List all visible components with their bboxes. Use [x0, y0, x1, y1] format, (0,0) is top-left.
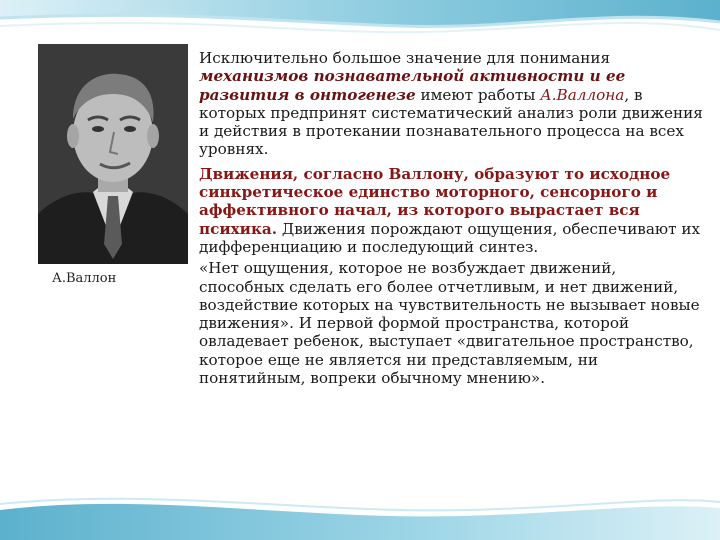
p1-author-name: А.Валлона [540, 85, 625, 104]
p3-text: «Нет ощущения, которое не возбуждает движений, способных сделать его более отчетливым, и нет движений, воздействие которых на чувствительность не вызывает новые движения». И первой формой пространства, которой овладевает ребенок, выступает «двигательное пространство, которое еще не является ни представляемым, ни понятийным, вопреки обычному мнению». [199, 259, 700, 388]
bottom-wave-decoration [0, 480, 720, 540]
p1-emphasis: механизмов познавательной активности и ее развития в онтогенезе [199, 67, 626, 104]
portrait-caption: А.Валлон [52, 271, 117, 286]
paragraph-2 [199, 165, 704, 256]
p2-text: Движения порождают ощущения, обеспечивают их дифференциацию и последующий синтез. [199, 219, 701, 256]
p1-text-3: , в которых предпринят систематический анализ роли движения и действия в протекании познавательного процесса на всех уровнях. [199, 85, 703, 159]
paragraph-1 [199, 49, 704, 159]
p1-text-2: имеют работы [415, 85, 541, 104]
paragraph-3 [199, 259, 704, 387]
p1-text-1: Исключительно большое значение для понимания [199, 49, 611, 67]
p2-emphasis: Движения, согласно Валлону, образуют то исходное синкретическое единство моторного, сенсорного и аффективного начал, из которого вырастает вся психика. [199, 164, 671, 238]
main-text [199, 49, 704, 387]
wallon-portrait [38, 44, 188, 264]
